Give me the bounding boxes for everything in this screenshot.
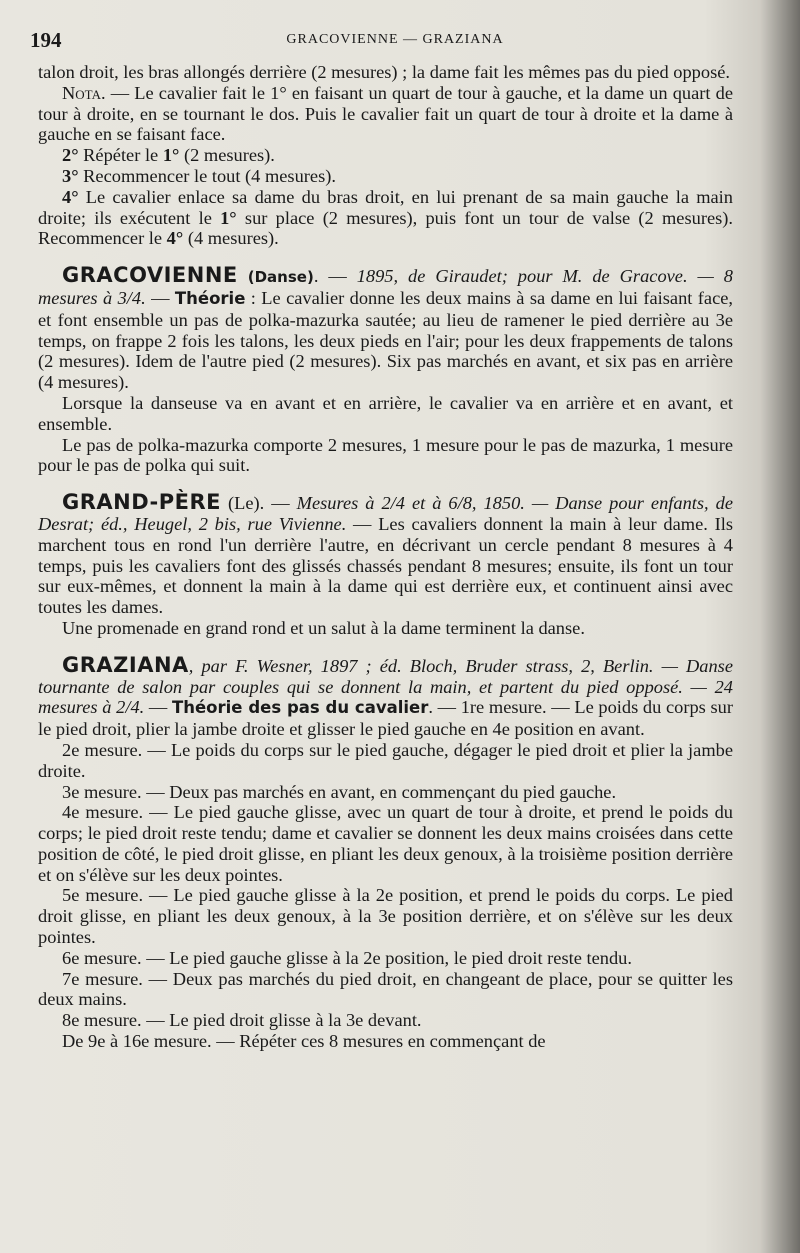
- theory-label: Théorie: [174, 288, 246, 308]
- step-ref: 1°: [220, 207, 237, 228]
- step-text: sur place (2 mesures), puis font un tour de valse (2 mesures). Recommencer le: [38, 207, 733, 249]
- entry-graziana: [38, 652, 733, 740]
- step-number: 4°: [62, 186, 79, 207]
- step-text: Le cavalier enlace sa dame du bras droit, en lui prenant de sa main gauche la main droite; ils exécutent le: [38, 186, 733, 228]
- step-ref: 4°: [166, 228, 184, 249]
- paragraph: Une promenade en grand rond et un salut à la dame terminent la danse.: [62, 617, 585, 638]
- separator: . —: [313, 266, 357, 287]
- running-head: GRACOVIENNE — GRAZIANA: [286, 32, 504, 47]
- step-number: 3°: [62, 165, 79, 186]
- step-number: 2°: [62, 145, 79, 166]
- separator: —: [145, 287, 175, 308]
- measure-9-16: De 9e à 16e mesure. — Répéter ces 8 mesures en commençant de: [62, 1031, 546, 1052]
- measure-6: 6e mesure. — Le pied gauche glisse à la 2e position, le pied droit reste tendu.: [62, 947, 632, 968]
- paragraph: Le pas de polka-mazurka comporte 2 mesures, 1 mesure pour le pas de mazurka, 1 mesure pour le pas de polka qui suit.: [38, 434, 733, 476]
- step-2: [38, 145, 733, 166]
- headword: GRAZIANA: [62, 652, 189, 677]
- step-4: [38, 187, 733, 249]
- measure-4: 4e mesure. — Le pied gauche glisse, avec un quart de tour à droite, et prend le poids du corps; le pied droit reste tendu; dame et cavalier se donnent les deux mains croisées dans cette position de côté, le pied droit glisse, en pliant les deux genoux, à la troisième position derrière et on s'élève sur les deux pointes.: [38, 802, 733, 885]
- theory-label: Théorie des pas du cavalier: [171, 698, 429, 718]
- step-text: Répéter le: [78, 145, 163, 166]
- entry-kind: (Danse): [247, 268, 314, 287]
- paragraph-continued: talon droit, les bras allongés derrière (2 mesures) ; la dame fait les mêmes pas du pied opposé.: [38, 62, 730, 82]
- measure-8: 8e mesure. — Le pied droit glisse à la 3e devant.: [62, 1010, 422, 1031]
- step-3: [38, 166, 733, 187]
- entry-gracovienne: [38, 265, 733, 393]
- entry-text: . — 1re mesure. — Le poids du corps sur le pied droit, plier la jambe droite et glisser le pied gauche en 4e position en avant.: [38, 697, 733, 740]
- entry-source: Mesures à 2/4 et à 6/8, 1850. — Danse pour enfants, de Desrat; éd., Heugel, 2 bis, rue Vivienne.: [38, 493, 733, 534]
- measure-2: 2e mesure. — Le poids du corps sur le pied gauche, dégager le pied droit et plier la jambe droite.: [38, 739, 733, 781]
- page-number: 194: [30, 28, 62, 52]
- entry-grand-pere: [38, 492, 733, 618]
- nota-text: — Le cavalier fait le 1° en faisant un quart de tour à gauche, et la dame un quart de tour à droite, en se tournant le dos. Puis le cavalier fait un quart de tour à droite et la dame à gauche en se faisant face.: [38, 82, 733, 145]
- page-header: [30, 28, 760, 54]
- entry-source: 1895, de Giraudet; pour M. de Gracove. — 8 mesures à 3/4.: [38, 266, 734, 308]
- entry-text: : Le cavalier donne les deux mains à sa dame en lui faisant face, et font ensemble un pas de polka-mazurka sautée; au lieu de ramener le pied derrière au 3e temps, on frappe 2 fois les talons, les deux pieds en l'air; pour les deux frappements de talons (2 mesures). Idem de l'autre pied (2 mesures). Six pas marchés en avant, et six pas en arrière (4 mesures).: [38, 287, 733, 393]
- paragraph: Lorsque la danseuse va en avant et en arrière, le cavalier va en arrière et en avant, et ensemble.: [38, 392, 733, 434]
- page-body: [38, 62, 733, 1052]
- nota-paragraph: [38, 83, 733, 145]
- step-ref: 1°: [162, 145, 180, 166]
- step-text: (2 mesures).: [179, 145, 275, 166]
- entry-kind: (Le). —: [221, 493, 297, 514]
- measure-7: 7e mesure. — Deux pas marchés du pied droit, en changeant de place, pour se quitter les deux mains.: [38, 968, 733, 1010]
- entry-source: , par F. Wesner, 1897 ; éd. Bloch, Bruder strass, 2, Berlin. — Danse tournante de salon par couples qui se donnent la main, et partent du pied opposé. — 24 mesures à 2/4.: [38, 655, 733, 718]
- separator: —: [144, 697, 172, 718]
- step-text: (4 mesures).: [183, 228, 279, 249]
- step-text: Recommencer le tout (4 mesures).: [78, 165, 336, 186]
- measure-5: 5e mesure. — Le pied gauche glisse à la 2e position, et prend le poids du corps. Le pied droit glisse, en pliant les deux genoux, à la 3e position derrière, et on s'élève sur les deux pointes.: [38, 885, 733, 948]
- headword: GRACOVIENNE: [62, 263, 238, 288]
- headword: GRAND-PÈRE: [62, 490, 222, 515]
- measure-3: 3e mesure. — Deux pas marchés en avant, en commençant du pied gauche.: [62, 781, 617, 802]
- nota-label: Nota.: [62, 82, 106, 103]
- entry-text: — Les cavaliers donnent la main à leur dame. Ils marchent tous en rond l'un derrière l'autre, en décrivant un cercle pendant 8 mesures à 4 temps, puis les cavaliers font des glissés chassés pendant 8 mesures; ensuite, ils font un tour sur eux-mêmes, et donnent la main à la dame qui est derrière eux, et continuent ainsi avec toutes les dames.: [38, 513, 733, 618]
